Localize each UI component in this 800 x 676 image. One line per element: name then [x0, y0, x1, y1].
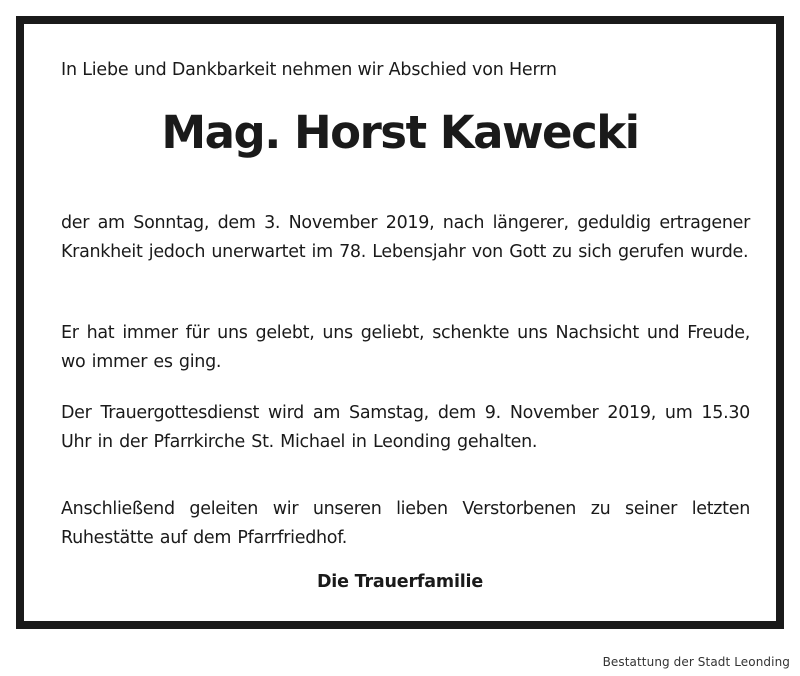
paragraph-passing: der am Sonntag, dem 3. November 2019, nach längerer, geduldig ertragener Krankheit jedoch unerwartet im 78. Lebensjahr von Gott zu sich gerufen wurde.	[61, 213, 750, 262]
obituary-notice	[16, 16, 784, 629]
paragraph-burial: Anschließend geleiten wir unseren lieben Verstorbenen zu seiner letzten Ruhestätte auf dem Pfarrfriedhof.	[61, 499, 750, 548]
funeral-home-credit: Bestattung der Stadt Leonding	[602, 655, 790, 669]
family-signature: Die Trauerfamilie	[316, 572, 484, 592]
paragraph-tribute: Er hat immer für uns gelebt, uns geliebt, schenkte uns Nachsicht und Freude, wo immer es ging.	[61, 323, 750, 372]
intro-text: In Liebe und Dankbarkeit nehmen wir Abschied von Herrn	[61, 60, 557, 80]
paragraph-service: Der Trauergottesdienst wird am Samstag, dem 9. November 2019, um 15.30 Uhr in der Pfarrkirche St. Michael in Leonding gehalten.	[61, 403, 750, 452]
deceased-name: Mag. Horst Kawecki	[161, 106, 639, 159]
